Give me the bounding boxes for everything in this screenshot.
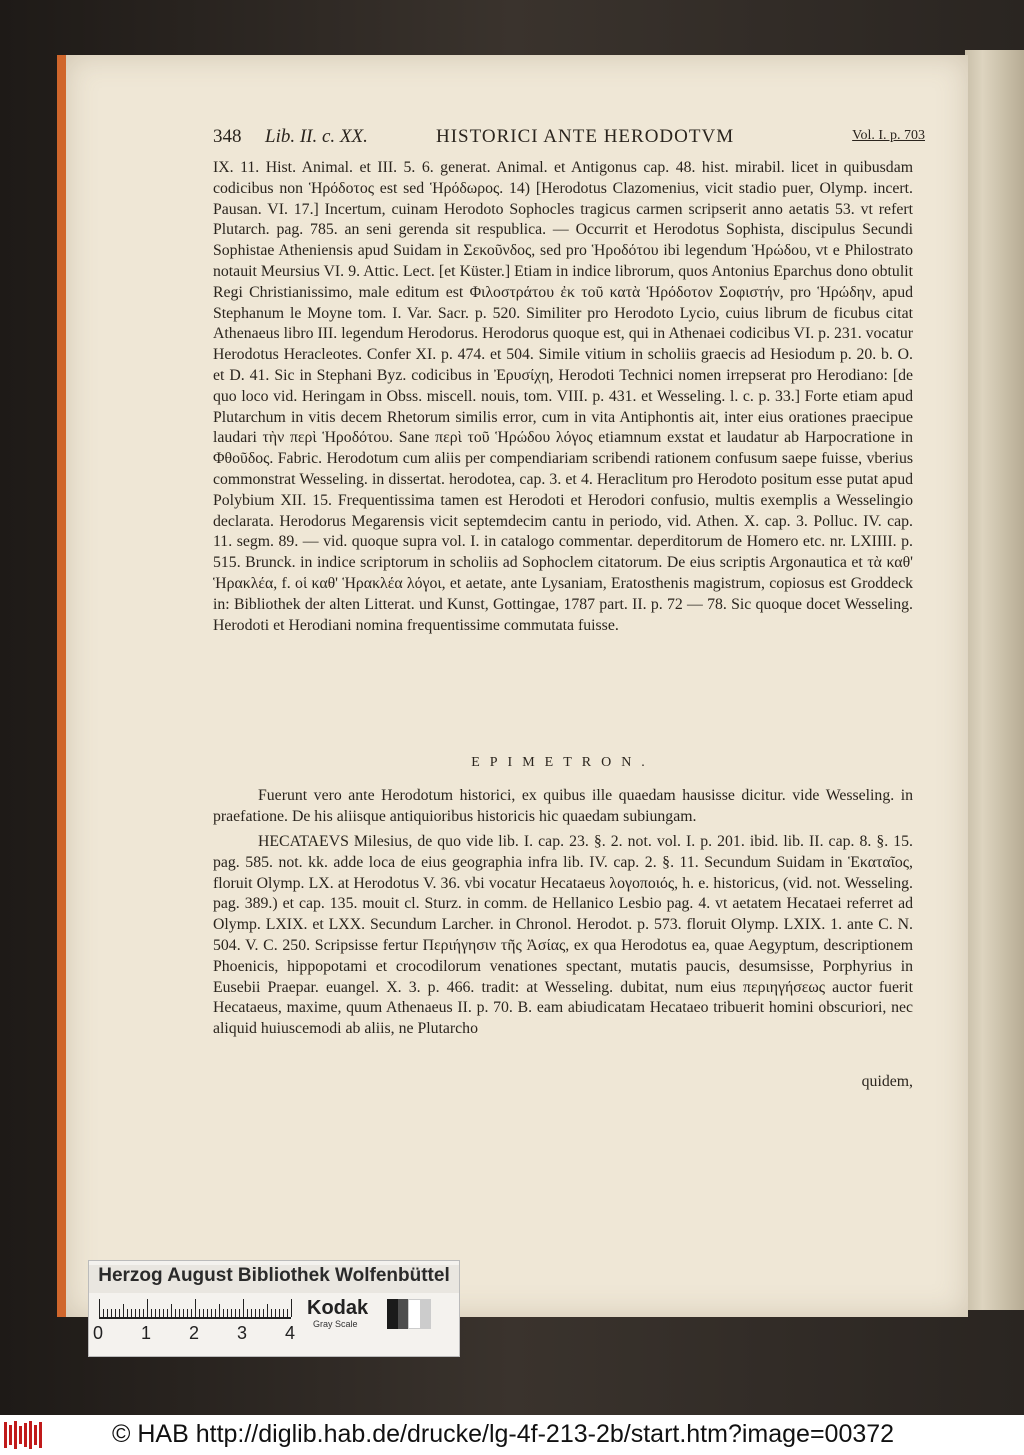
ruler-tick: [131, 1309, 132, 1317]
ruler-tick: [207, 1309, 208, 1317]
ruler-tick: [175, 1309, 176, 1317]
ruler-tick: [187, 1309, 188, 1317]
scale-ruler: [99, 1299, 291, 1319]
ruler-tick: [127, 1309, 128, 1317]
ruler-tick: [163, 1309, 164, 1317]
volume-reference: Vol. I. p. 703: [852, 128, 925, 143]
ruler-tick: [259, 1309, 260, 1317]
page-number: 348: [213, 126, 242, 147]
kodak-brand: Kodak: [307, 1297, 369, 1319]
ruler-tick: [279, 1309, 280, 1317]
ruler-tick: [243, 1299, 244, 1317]
ruler-tick: [235, 1309, 236, 1317]
ruler-tick: [263, 1309, 264, 1317]
epimetron-intro: [213, 786, 913, 828]
running-title: HISTORICI ANTE HERODOTVM: [436, 126, 735, 147]
gray-scale-text: Gray Scale: [313, 1319, 358, 1329]
ruler-tick: [287, 1309, 288, 1317]
paragraph-hecataeus: HECATAEVS Milesius, de quo vide lib. I. cap. 23. §. 2. not. vol. I. p. 201. ibid. lib. II. cap. 8. §. 15. pag. 585. not. kk. adde loca de eius geographia infra lib. IV. cap. 2. §. 11. Secundum Suidam in Ἑκαταῖος, floruit Olymp. LX. at Herodotus V. 36. vbi vocatur Hecataeus λογοποιός, h. e. historicus, (vid. not. Wesseling. pag. 389.) et cap. 135. mouit cl. Sturz. in comm. de Hellanico Lesbio pag. 4. vt aetatem Hecataei referret ad Olymp. LXIX. et LXX. Secundum Larcher. in Chronol. Herodot. p. 573. floruit Olymp. LXIX. 1. ante C. N. 504. V. C. 250. Scripsisse fertur Περιήγησιν τῆς Ἀσίας, ex qua Herodotus ea, quae Aegyptum, descriptionem Phoenicis, hippopotami et crocodilorum venationes spectant, mutatis paucis, desumsisse, Porphyrius in Eusebii Praepar. euangel. X. 3. p. 466. tradit: at Wesseling. dubitat, num eius περιηγήσεως auctor fuerit Hecataeus, maxime, quum Athenaeus II. p. 70. B. eam abiudicatam Hecataeo tribuerit homini obscuriori, nec aliquid huiuscemodi ab aliis, ne Plutarcho: [213, 833, 913, 1038]
ruler-tick: [199, 1309, 200, 1317]
next-page-edge: [965, 50, 1024, 1310]
ruler-tick: [159, 1309, 160, 1317]
ruler-tick: [143, 1309, 144, 1317]
body-text: [213, 158, 913, 636]
ruler-tick: [231, 1309, 232, 1317]
library-name: Herzog August Bibliothek Wolfenbüttel: [89, 1265, 459, 1293]
ruler-tick: [215, 1309, 216, 1317]
ruler-number: 0: [93, 1323, 104, 1343]
ruler-tick: [219, 1304, 220, 1317]
ruler-tick: [119, 1309, 120, 1317]
source-url[interactable]: © HAB http://diglib.hab.de/drucke/lg-4f-213-2b/start.htm?image=00372: [112, 1420, 895, 1448]
hecataeus-entry: [213, 832, 913, 1040]
hab-logo-icon: [4, 1419, 44, 1451]
ruler-tick: [255, 1309, 256, 1317]
library-label: [88, 1260, 460, 1357]
ruler-tick: [183, 1309, 184, 1317]
ruler-number: 2: [189, 1323, 200, 1343]
ruler-tick: [247, 1309, 248, 1317]
ruler-tick: [99, 1299, 100, 1317]
ruler-tick: [267, 1304, 268, 1317]
ruler-number: 4: [285, 1323, 296, 1343]
ruler-number: 1: [141, 1323, 152, 1343]
running-head: [213, 126, 925, 152]
gray-scale-swatches: [387, 1299, 431, 1329]
ruler-tick: [251, 1309, 252, 1317]
ruler-tick: [135, 1309, 136, 1317]
ruler-tick: [111, 1309, 112, 1317]
ruler-tick: [103, 1309, 104, 1317]
ruler-tick: [239, 1309, 240, 1317]
ruler-numbers: [93, 1323, 303, 1345]
ruler-tick: [171, 1304, 172, 1317]
ruler-tick: [147, 1299, 148, 1317]
ruler-tick: [275, 1309, 276, 1317]
ruler-tick: [123, 1304, 124, 1317]
ruler-tick: [179, 1309, 180, 1317]
ruler-tick: [139, 1309, 140, 1317]
paragraph-intro: Fuerunt vero ante Herodotum historici, ex quibus ille quaedam hausisse dicitur. vide Wesseling. in praefatione. De his aliisque antiquioribus historicis hic quaedam subiungam.: [213, 787, 913, 825]
ruler-tick: [195, 1299, 196, 1317]
footer-url-bar: [0, 1415, 1024, 1455]
page-spine-edge: [57, 55, 66, 1317]
ruler-tick: [155, 1309, 156, 1317]
paragraph-footnotes: IX. 11. Hist. Animal. et III. 5. 6. generat. Animal. et Antigonus cap. 48. hist. mirabil. licet in quibusdam codicibus non Ἡρόδοτος est sed Ἡρόδωρος. 14) [Herodotus Clazomenius, vicit stadio puer, Olymp. incert. Pausan. VI. 17.] Incertum, cuinam Herodoto Sophocles tragicus carmen scripserit anno aetatis 53. vt refert Plutarch. pag. 785. an seni gerenda sit respublica. — Occurrit et Herodotus Sophista, discipulus Secundi Sophistae Atheniensis apud Suidam in Σεκοῦνδος, sed pro Ἡροδότου ibi legendum Ἡρώδου, vt e Philostrato notauit Meursius VI. 9. Attic. Lect. [et Küster.] Etiam in indice librorum, quos Antonius Eparchus dono obtulit Regi Christianissimo, male editum est Φιλοστράτου ἐκ τοῦ κατὰ Ἡρόδοτον Σοφιστήν, pro Ἡρώδην, apud Stephanum le Moyne tom. I. Var. Sacr. p. 520. Similiter pro Herodoto Lycio, cuius librum de ficubus citat Athenaeus libro III. legendum Herodorus. Herodorus quoque est, qui in Athenaei codicibus VI. p. 231. vocatur Herodotus Heracleotes. Confer XI. p. 474. et 504. Simile vitium in scholiis graecis ad Hesiodum p. 20. b. O. et D. 41. Sic in Stephani Byz. codicibus in Ἐρυσίχη, Herodoti Technici nomen irrepserat pro Herodiano: [de quo loco vid. Heringam in Obss. miscell. nouis, tom. VIII. p. 431. et Wesseling. l. c. p. 33.] Forte etiam apud Plutarchum in vitis decem Rhetorum similis error, cum in vita Antiphontis ait, inter eius orationes praecipue laudari τὴν περὶ Ἡροδότου. Sane περὶ τοῦ Ἡρώδου λόγος etiamnum exstat et laudatur ab Harpocratione in Φθοῦδος. Fabric. Herodotum cum aliis per compendiariam scribendi rationem confusum saepe fuisse, vberius commonstrat Wesseling. in dissertat. herodotea, cap. 3. et 4. Heraclitum pro Herodoto positum esse putat apud Polybium XII. 15. Frequentissima tamen est Herodoti et Herodori confusio, multis exemplis a Wesselingio declarata. Herodorus Megarensis vicit septemdecim cantu in periodo, vid. Athen. X. cap. 3. Polluc. IV. cap. 11. segm. 89. — vid. quoque supra vol. I. in catalogo commentar. deperditorum de Homero etc. nr. LXIIII. p. 515. Brunck. in indice scriptorum in scholiis ad Sophoclem citatorum. De eius scriptis Argonautica et τὰ καθ' Ἡρακλέα, f. οἱ καθ' Ἡρακλέα λόγοι, et aetate, ante Lysaniam, Eratosthenis magistrum, copiosus est Groddeck in: Bibliothek der alten Litterat. und Kunst, Gottingae, 1787 part. II. p. 72 — 78. Sic quoque docet Wesseling. Herodoti et Herodiani nomina frequentissime commutata fuisse.: [213, 159, 913, 634]
ruler-tick: [107, 1309, 108, 1317]
ruler-tick: [283, 1309, 284, 1317]
ruler-tick: [151, 1309, 152, 1317]
ruler-number: 3: [237, 1323, 248, 1343]
ruler-tick: [291, 1299, 292, 1317]
catchword: quidem,: [861, 1073, 913, 1090]
ruler-tick: [211, 1309, 212, 1317]
ruler-tick: [115, 1309, 116, 1317]
ruler-tick: [227, 1309, 228, 1317]
book-chapter: Lib. II. c. XX.: [265, 126, 368, 147]
section-heading: EPIMETRON.: [471, 755, 655, 770]
ruler-tick: [223, 1309, 224, 1317]
ruler-tick: [203, 1309, 204, 1317]
ruler-tick: [167, 1309, 168, 1317]
ruler-tick: [191, 1309, 192, 1317]
ruler-tick: [271, 1309, 272, 1317]
